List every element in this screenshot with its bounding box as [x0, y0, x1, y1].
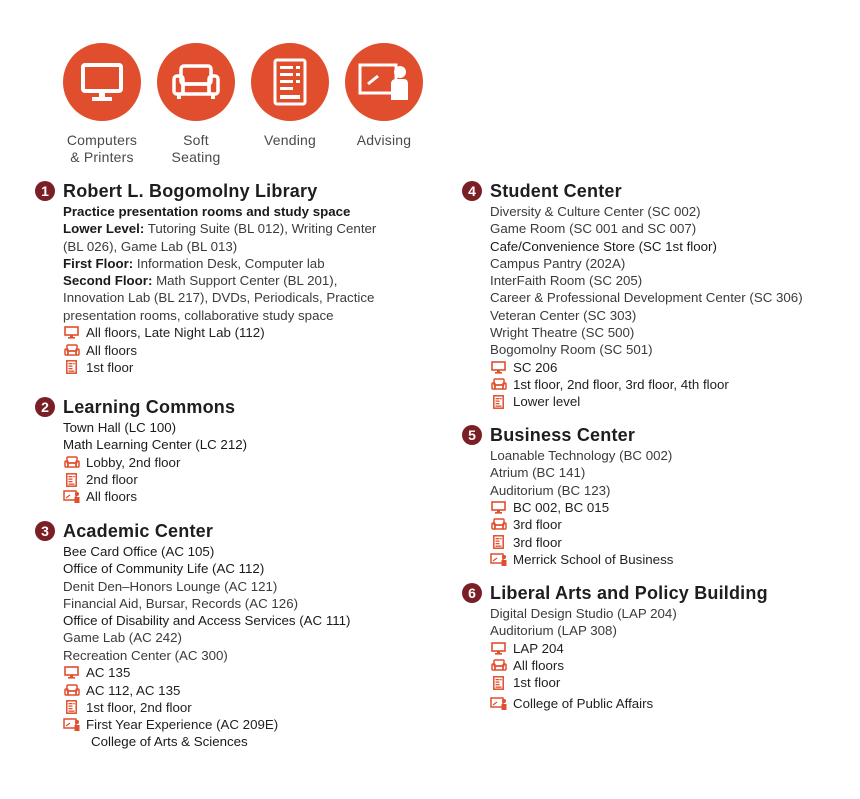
computers-row: [490, 640, 768, 657]
advising-text: First Year Experience (AC 209E): [86, 717, 279, 733]
second-floor-line: [63, 272, 376, 289]
monitor-icon: [490, 501, 507, 515]
location-line: Bogomolny Room (SC 501): [490, 342, 653, 358]
vending-text: 1st floor: [86, 359, 134, 375]
location-line: Recreation Center (AC 300): [63, 647, 228, 663]
computers-row: [490, 499, 673, 516]
seating-row: [63, 681, 350, 698]
sofa-icon: [490, 378, 507, 392]
vending-machine-icon: [63, 473, 80, 487]
monitor-icon: [63, 666, 80, 680]
computers-text: AC 135: [86, 665, 131, 681]
location-line: InterFaith Room (SC 205): [490, 273, 643, 289]
location-line: Financial Aid, Bursar, Records (AC 126): [63, 595, 299, 611]
section-title: Academic Center: [63, 520, 214, 541]
sofa-icon: [63, 343, 80, 357]
location-line: Digital Design Studio (LAP 204): [490, 606, 677, 621]
advising-row: [63, 716, 350, 733]
location-line: Loanable Technology (BC 002): [490, 448, 673, 463]
legend-computers: [58, 43, 146, 166]
second-floor-text: Math Support Center (BL 201),: [152, 273, 338, 289]
section-subtitle: Practice presentation rooms and study space: [63, 204, 351, 219]
vending-machine-icon: [273, 58, 307, 106]
location-line: Game Room (SC 001 and SC 007): [490, 221, 697, 237]
location-line: Game Lab (AC 242): [63, 630, 182, 646]
legend-label: Computers & Printers: [66, 132, 138, 165]
amenity-legend: [58, 43, 438, 168]
sofa-icon: [63, 683, 80, 697]
section-title: Robert L. Bogomolny Library: [63, 180, 318, 201]
vending-text: 3rd floor: [513, 534, 562, 550]
location-line: Career & Professional Development Center (SC 306): [490, 290, 803, 306]
second-floor-line-2: Innovation Lab (BL 217), DVDs, Periodicals, Practice: [63, 290, 375, 306]
section-title: Learning Commons: [63, 396, 236, 417]
section-title: Liberal Arts and Policy Building: [490, 582, 768, 603]
section-number-badge: 3: [35, 521, 55, 541]
legend-label: Vending: [263, 132, 316, 148]
advising-presentation-icon: [490, 552, 507, 566]
computers-row: [490, 359, 803, 376]
vending-text: 2nd floor: [86, 472, 138, 488]
seating-text: AC 112, AC 135: [86, 682, 181, 698]
location-line: Atrium (BC 141): [490, 465, 586, 481]
section-student-center: [462, 179, 803, 411]
section-liberal-arts: [462, 581, 768, 712]
vending-text: Lower level: [513, 394, 581, 410]
location-line: Auditorium (LAP 308): [490, 623, 617, 639]
section-academic-center: [35, 519, 350, 751]
lower-level-line-2: (BL 026), Game Lab (BL 013): [63, 238, 238, 254]
section-title: Student Center: [490, 180, 622, 201]
lower-level-text: Tutoring Suite (BL 012), Writing Center: [144, 221, 377, 237]
computers-circle: [63, 43, 141, 121]
computers-text: LAP 204: [513, 640, 564, 656]
sofa-icon: [490, 518, 507, 532]
advising-row: [63, 488, 247, 505]
advising-circle: [345, 43, 423, 121]
location-line: Town Hall (LC 100): [63, 420, 177, 435]
location-line: Math Learning Center (LC 212): [63, 437, 248, 453]
advising-row: [490, 551, 673, 568]
section-business-center: [462, 423, 673, 568]
vending-machine-icon: [63, 360, 80, 374]
vending-row: [490, 674, 768, 691]
lower-level-line: [63, 220, 376, 237]
first-floor-text: Information Desk, Computer lab: [133, 255, 325, 271]
advising-text-2: College of Arts & Sciences: [91, 734, 248, 750]
sofa-icon: [63, 455, 80, 469]
location-line: Cafe/Convenience Store (SC 1st floor): [490, 238, 717, 254]
vending-machine-icon: [490, 535, 507, 549]
vending-machine-icon: [63, 700, 80, 714]
sofa-icon: [172, 62, 220, 102]
vending-row: [63, 471, 247, 488]
monitor-icon: [80, 62, 124, 102]
section-number-badge: 2: [35, 397, 55, 417]
second-floor-label: Second Floor:: [63, 273, 153, 289]
sofa-icon: [490, 659, 507, 673]
location-line: Bee Card Office (AC 105): [63, 544, 215, 559]
seating-row: [63, 454, 247, 471]
seating-row: [490, 376, 803, 393]
advising-presentation-icon: [490, 696, 507, 710]
first-floor-label: First Floor:: [63, 255, 134, 271]
seating-row: [63, 341, 376, 358]
seating-row: [490, 516, 673, 533]
seating-row: [490, 657, 768, 674]
section-library: [35, 179, 376, 376]
section-number-badge: 5: [462, 425, 482, 445]
seating-text: 3rd floor: [513, 517, 562, 533]
section-number-badge: 1: [35, 181, 55, 201]
computers-text: BC 002, BC 015: [513, 500, 610, 516]
location-line: Office of Disability and Access Services (AC 111): [63, 613, 351, 629]
location-line: Diversity & Culture Center (SC 002): [490, 204, 701, 219]
monitor-icon: [490, 360, 507, 374]
advising-presentation-icon: [63, 490, 80, 504]
legend-seating: [152, 43, 240, 166]
computers-row: [63, 324, 376, 341]
seating-text: All floors: [513, 658, 564, 674]
advising-presentation-icon: [358, 62, 410, 102]
section-number-badge: 6: [462, 583, 482, 603]
lower-level-label: Lower Level:: [63, 221, 145, 237]
computers-text: All floors, Late Night Lab (112): [86, 325, 265, 341]
legend-vending: [246, 43, 334, 149]
vending-row: [490, 533, 673, 550]
vending-machine-icon: [490, 676, 507, 690]
section-number-badge: 4: [462, 181, 482, 201]
location-line: Auditorium (BC 123): [490, 482, 611, 498]
section-title: Business Center: [490, 424, 636, 445]
advising-text: All floors: [86, 489, 137, 505]
seating-text: All floors: [86, 342, 137, 358]
seating-text: Lobby, 2nd floor: [86, 454, 181, 470]
monitor-icon: [490, 641, 507, 655]
legend-advising: [340, 43, 428, 149]
location-line: Veteran Center (SC 303): [490, 307, 637, 323]
legend-label: Advising: [356, 132, 412, 148]
section-learning-commons: [35, 395, 247, 505]
second-floor-line-3: presentation rooms, collaborative study space: [63, 307, 334, 323]
advising-presentation-icon: [63, 718, 80, 732]
location-line: Denit Den–Honors Lounge (AC 121): [63, 578, 278, 594]
advising-text: College of Public Affairs: [513, 695, 654, 711]
vending-row: [63, 699, 350, 716]
vending-text: 1st floor: [513, 675, 561, 691]
location-line: Wright Theatre (SC 500): [490, 325, 635, 341]
advising-text: Merrick School of Business: [513, 551, 674, 567]
seating-circle: [157, 43, 235, 121]
first-floor-line: [63, 255, 376, 272]
location-line: Campus Pantry (202A): [490, 255, 626, 271]
seating-text: 1st floor, 2nd floor, 3rd floor, 4th floor: [513, 377, 729, 393]
advising-row: [490, 694, 768, 711]
computers-text: SC 206: [513, 359, 558, 375]
location-line: Office of Community Life (AC 112): [63, 561, 265, 577]
computers-row: [63, 664, 350, 681]
vending-row: [490, 393, 803, 410]
monitor-icon: [63, 326, 80, 340]
vending-text: 1st floor, 2nd floor: [86, 699, 192, 715]
vending-machine-icon: [490, 395, 507, 409]
legend-label: Soft Seating: [171, 132, 221, 165]
vending-row: [63, 359, 376, 376]
vending-circle: [251, 43, 329, 121]
